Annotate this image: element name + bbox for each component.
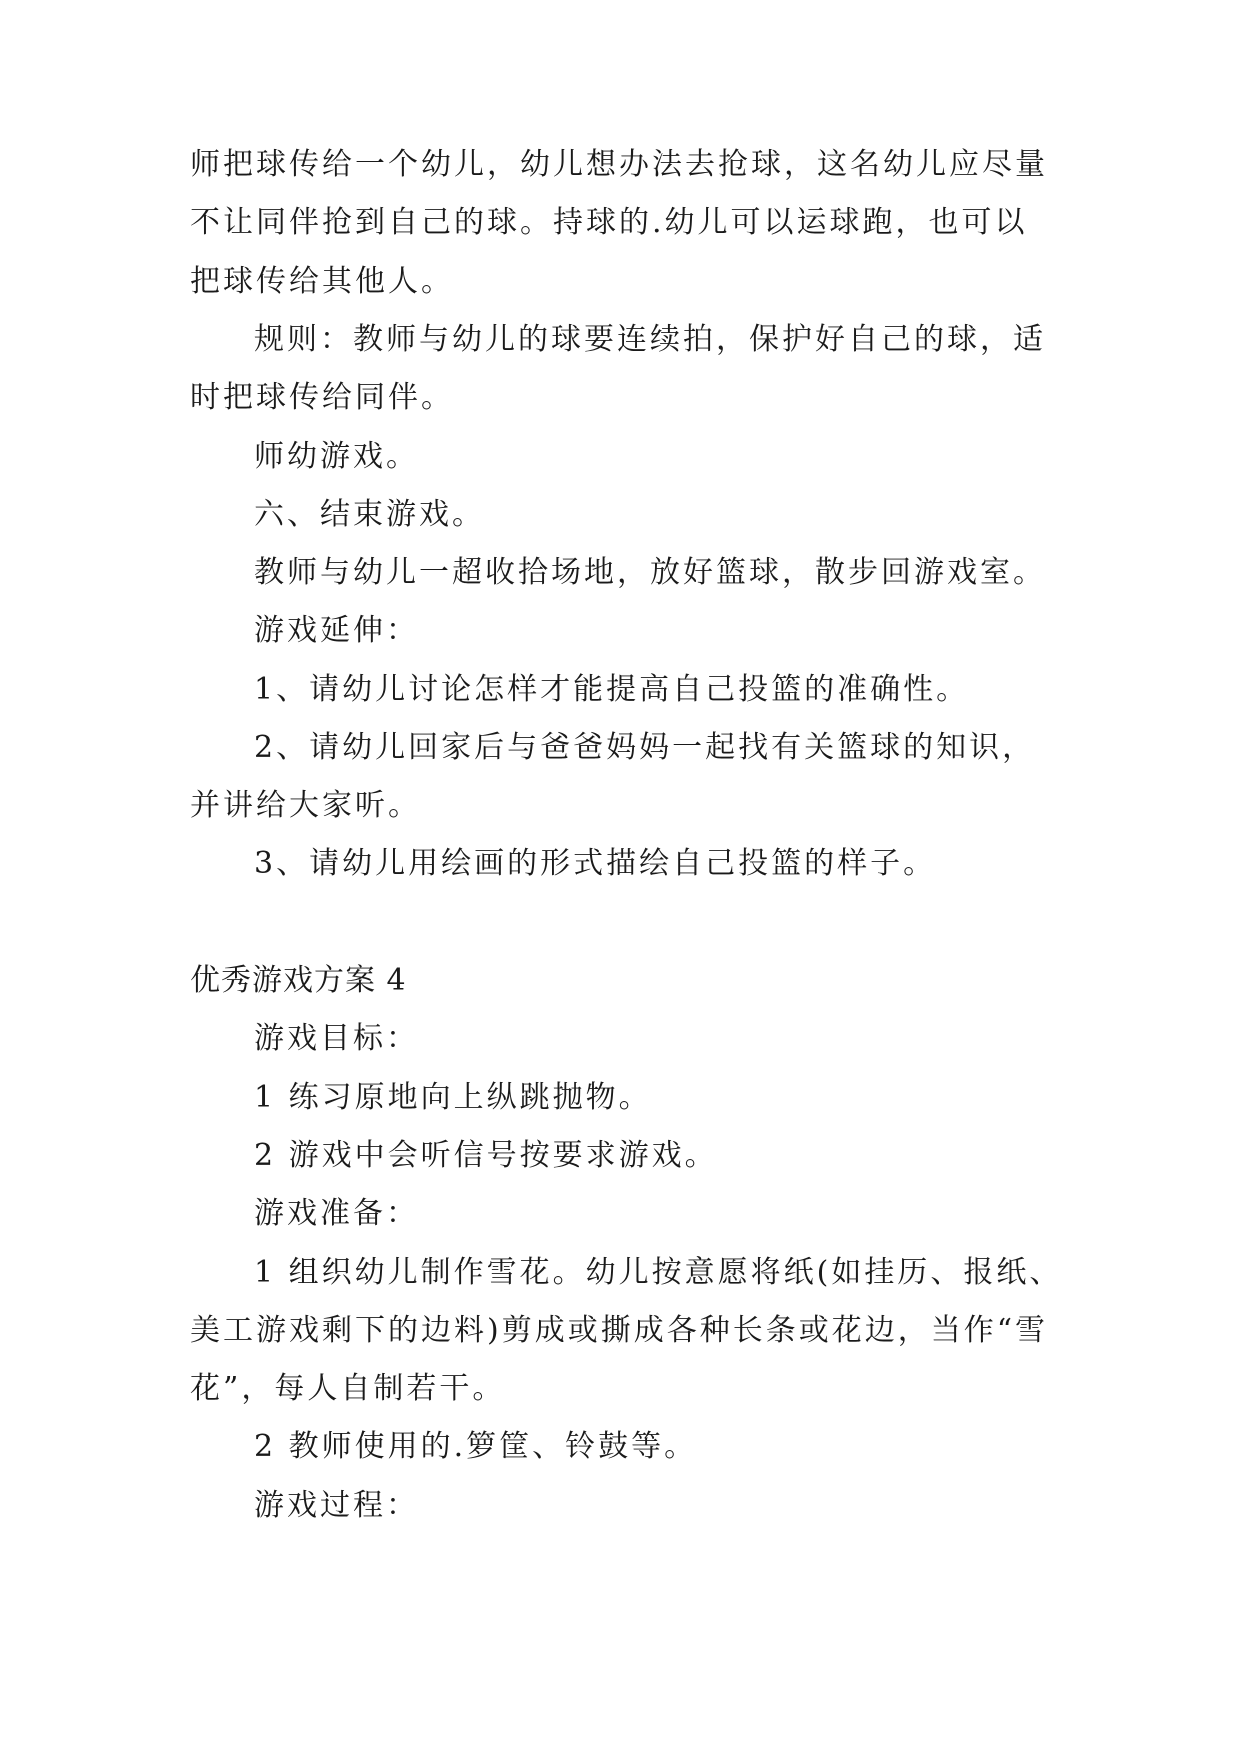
document-title: 优秀游戏方案 4 [190, 963, 407, 998]
section-heading: 六、结束游戏。 [254, 497, 485, 532]
paragraph-line: 时把球传给同伴。 [190, 380, 454, 415]
paragraph-line: 把球传给其他人。 [190, 264, 454, 299]
list-item: 2 教师使用的.箩筐、铃鼓等。 [254, 1429, 698, 1464]
list-item: 2、请幼儿回家后与爸爸妈妈一起找有关篮球的知识， [254, 730, 1036, 765]
paragraph-line: 师幼游戏。 [254, 439, 419, 474]
paragraph-line: 并讲给大家听。 [190, 788, 421, 823]
paragraph-line: 师把球传给一个幼儿，幼儿想办法去抢球，这名幼儿应尽量 [190, 147, 1048, 182]
section-heading: 游戏目标： [254, 1021, 419, 1056]
list-item: 2 游戏中会听信号按要求游戏。 [254, 1138, 718, 1173]
list-item: 1、请幼儿讨论怎样才能提高自己投篮的准确性。 [254, 672, 970, 707]
list-item: 1 组织幼儿制作雪花。幼儿按意愿将纸(如挂历、报纸、 [254, 1255, 1063, 1290]
paragraph-line: 花”，每人自制若干。 [190, 1371, 506, 1406]
list-item: 3、请幼儿用绘画的形式描绘自己投篮的样子。 [254, 846, 937, 881]
rule-line: 规则：教师与幼儿的球要连续拍，保护好自己的球，适 [254, 322, 1046, 357]
paragraph-line: 美工游戏剩下的边料)剪成或撕成各种长条或花边，当作“雪 [190, 1313, 1049, 1348]
paragraph-line: 不让同伴抢到自己的球。持球的.幼儿可以运球跑，也可以 [190, 205, 1028, 240]
section-heading: 游戏过程： [254, 1488, 419, 1523]
list-item: 1 练习原地向上纵跳抛物。 [254, 1080, 652, 1115]
paragraph-line: 教师与幼儿一超收拾场地，放好篮球，散步回游戏室。 [254, 555, 1046, 590]
section-heading: 游戏准备： [254, 1196, 419, 1231]
section-heading: 游戏延伸： [254, 613, 419, 648]
